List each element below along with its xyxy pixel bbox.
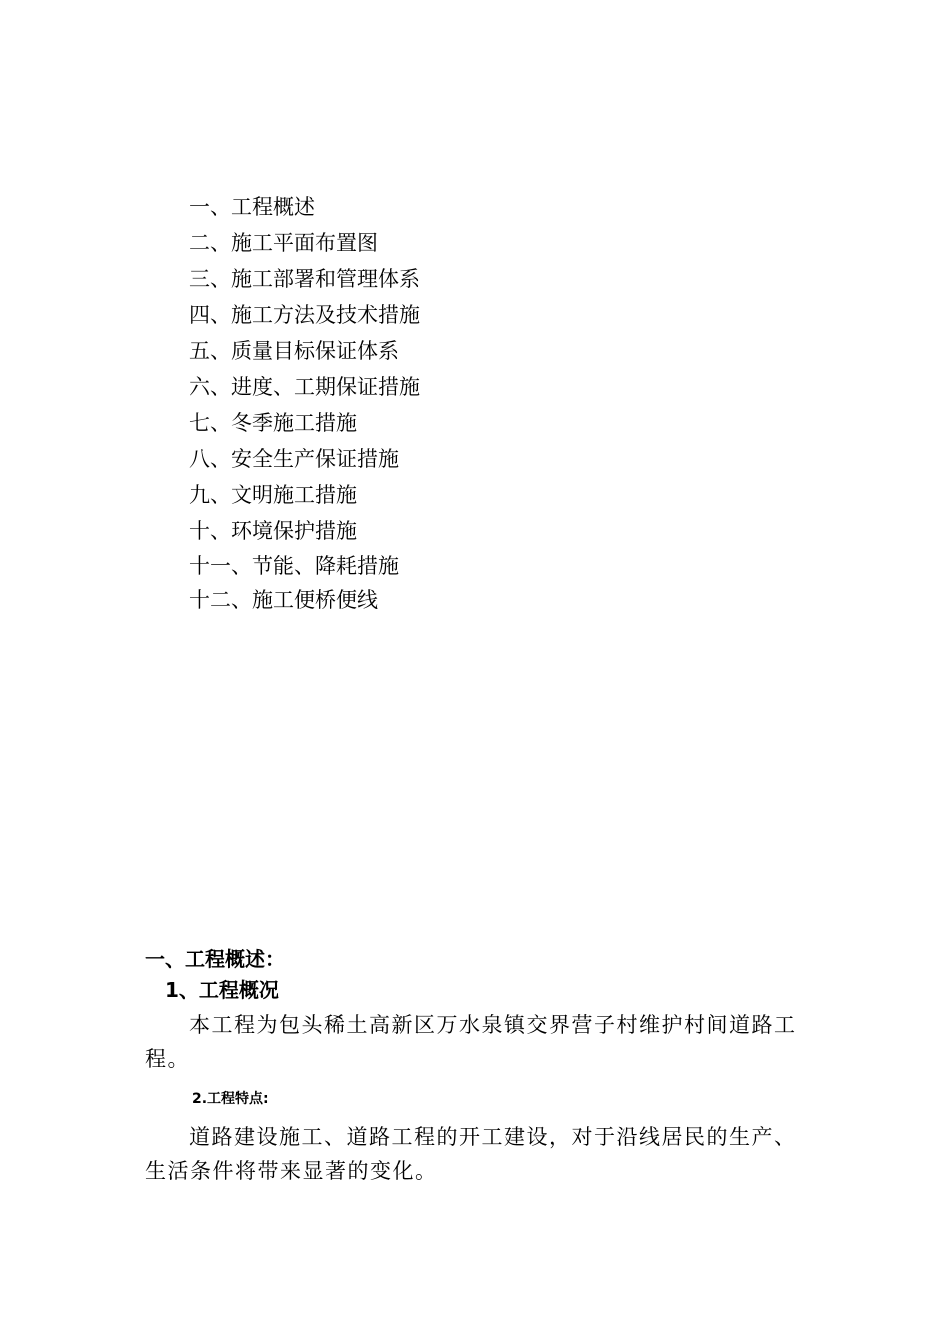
toc-item: 八、安全生产保证措施	[189, 447, 399, 471]
features-paragraph: 道路建设施工、道路工程的开工建设，对于沿线居民的生产、生活条件将带来显著的变化。	[145, 1125, 797, 1183]
toc-item: 十、环境保护措施	[189, 519, 357, 543]
toc-item: 二、施工平面布置图	[189, 231, 378, 255]
toc-item: 三、施工部署和管理体系	[189, 267, 420, 291]
subsection-heading-features: 2.工程特点:	[192, 1091, 269, 1107]
toc-item: 五、质量目标保证体系	[189, 339, 399, 363]
overview-paragraph: 本工程为包头稀土高新区万水泉镇交界营子村维护村间道路工程。	[145, 1013, 797, 1071]
section-heading: 一、工程概述：	[145, 947, 285, 971]
table-of-contents	[189, 189, 420, 617]
toc-item: 一、工程概述	[189, 195, 315, 219]
toc-item: 十一、节能、降耗措施	[189, 554, 399, 578]
toc-item: 九、文明施工措施	[189, 483, 357, 507]
toc-item: 七、冬季施工措施	[189, 411, 357, 435]
toc-item: 四、施工方法及技术措施	[189, 303, 420, 327]
subsection-heading-overview: 1、工程概况	[165, 978, 279, 1002]
toc-item: 六、进度、工期保证措施	[189, 375, 420, 399]
toc-item: 十二、施工便桥便线	[189, 588, 378, 612]
section-project-overview	[145, 944, 810, 1188]
